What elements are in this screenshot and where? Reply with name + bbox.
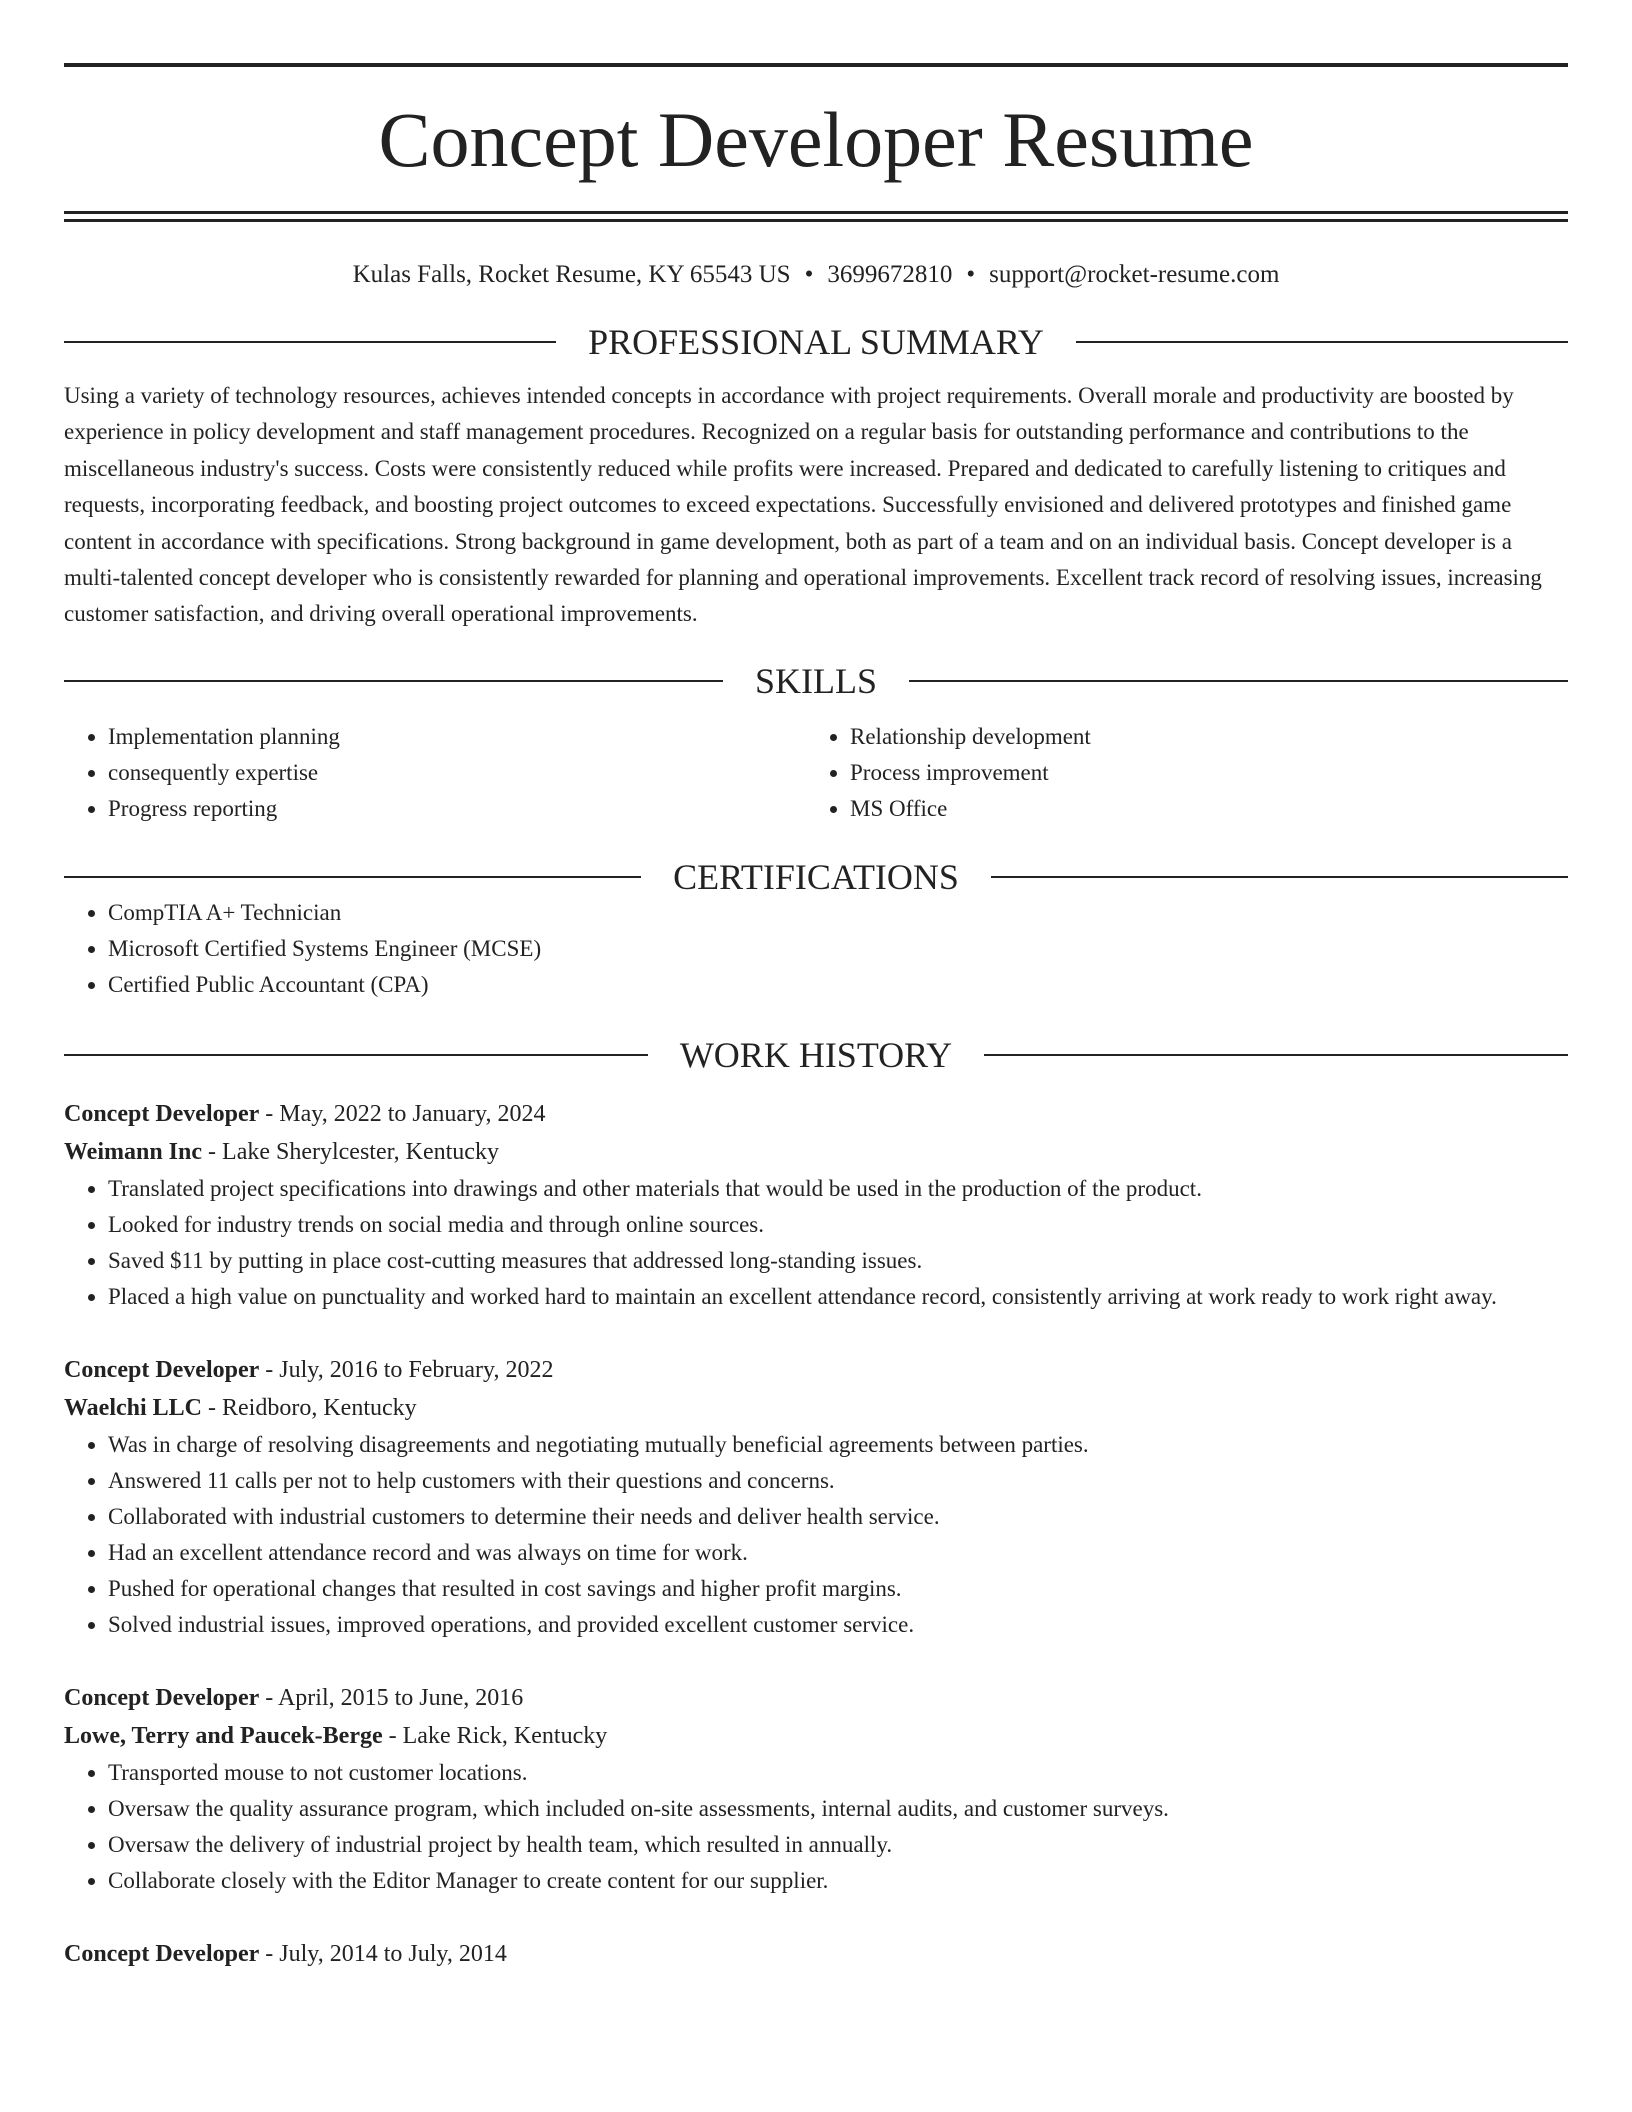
- certifications-list: [64, 895, 1568, 1003]
- certification-item: • Certified Public Accountant (CPA): [108, 967, 1568, 1003]
- job-company-line: Weimann Inc - Lake Sherylcester, Kentucky: [64, 1138, 499, 1165]
- job-company: Lowe, Terry and Paucek-Berge: [64, 1722, 383, 1749]
- job-duties-list: [64, 1755, 1568, 1899]
- job-duty: • Had an excellent attendance record and was always on time for work.: [108, 1535, 1568, 1571]
- skill-item: • Relationship development: [850, 719, 1548, 755]
- skills-list-right: [806, 719, 1548, 827]
- job-entry: [64, 1679, 1568, 1899]
- heading-rule-left: [64, 876, 641, 878]
- job-location: Lake Sherylcester, Kentucky: [222, 1138, 499, 1165]
- skills-heading-label: SKILLS: [755, 660, 878, 701]
- job-location: Lake Rick, Kentucky: [402, 1722, 608, 1749]
- job-company: Weimann Inc: [64, 1138, 203, 1165]
- job-duty: • Collaborate closely with the Editor Manager to create content for our supplier.: [108, 1863, 1568, 1899]
- job-company: Waelchi LLC: [64, 1394, 203, 1421]
- job-duties-list: [64, 1427, 1568, 1643]
- certifications-section-heading: [64, 856, 1568, 897]
- skill-item: • Progress reporting: [108, 791, 806, 827]
- job-dates: July, 2014 to July, 2014: [279, 1940, 507, 1967]
- heading-rule-right: [1076, 341, 1568, 343]
- contact-separator: •: [804, 261, 814, 288]
- contact-separator: •: [966, 261, 976, 288]
- skills-column-left: [64, 719, 806, 827]
- summary-section-heading: [64, 324, 1568, 360]
- job-duty: • Looked for industry trends on social media and through online sources.: [108, 1207, 1568, 1243]
- job-title-line: Concept Developer - April, 2015 to June, 2016: [64, 1684, 524, 1711]
- job-dates: July, 2016 to February, 2022: [279, 1356, 554, 1383]
- resume-title: Concept Developer Resume: [378, 96, 1254, 183]
- summary-heading-label: PROFESSIONAL SUMMARY: [588, 322, 1044, 362]
- job-duty: • Answered 11 calls per not to help customers with their questions and concerns.: [108, 1463, 1568, 1499]
- job-duty: • Collaborated with industrial customers to determine their needs and deliver health service.: [108, 1499, 1568, 1535]
- job-dates: May, 2022 to January, 2024: [279, 1100, 546, 1127]
- skill-item: • Process improvement: [850, 755, 1548, 791]
- job-duty: • Saved $11 by putting in place cost-cutting measures that addressed long-standing issues.: [108, 1243, 1568, 1279]
- summary-text: Using a variety of technology resources, achieves intended concepts in accordance with project requirements. Overall morale and productivity are boosted by experience in policy development and staff management procedures. Recognized on a regular basis for outstanding performance and contributions to the miscellaneous industry's success. Costs were consistently reduced while profits were increased. Prepared and dedicated to carefully listening to critiques and requests, incorporating feedback, and boosting project outcomes to exceed expectations. Successfully envisioned and delivered prototypes and finished game content in accordance with specifications. Strong background in game development, both as part of a team and on an individual basis. Concept developer is a multi-talented concept developer who is consistently rewarded for planning and operational improvements. Excellent track record of resolving issues, increasing customer satisfaction, and driving overall operational improvements.: [64, 383, 1542, 627]
- job-location: Reidboro, Kentucky: [222, 1394, 417, 1421]
- job-title: Concept Developer: [64, 1940, 260, 1967]
- work-history-section-heading: [64, 1034, 1568, 1075]
- job-title-line: Concept Developer - July, 2016 to February, 2022: [64, 1356, 554, 1383]
- header-bottom-rule: [64, 211, 1568, 222]
- skill-item: • consequently expertise: [108, 755, 806, 791]
- contact-phone[interactable]: 3699672810: [827, 261, 953, 288]
- skills-section-heading: [64, 660, 1568, 701]
- skills-column-right: [806, 719, 1548, 827]
- heading-rule-left: [64, 341, 556, 343]
- heading-rule-left: [64, 680, 723, 682]
- job-duties-list: [64, 1171, 1568, 1315]
- contact-email[interactable]: support@rocket-resume.com: [989, 261, 1280, 288]
- skills-list-left: [64, 719, 806, 827]
- skill-item: • Implementation planning: [108, 719, 806, 755]
- certification-item: • Microsoft Certified Systems Engineer (MCSE): [108, 931, 1568, 967]
- heading-rule-right: [984, 1054, 1568, 1056]
- job-duty: • Placed a high value on punctuality and worked hard to maintain an excellent attendance record, consistently arriving at work ready to work right away.: [108, 1279, 1568, 1315]
- job-title: Concept Developer: [64, 1356, 260, 1383]
- job-company-line: Waelchi LLC - Reidboro, Kentucky: [64, 1394, 417, 1421]
- job-duty: • Transported mouse to not customer locations.: [108, 1755, 1568, 1791]
- job-dates: April, 2015 to June, 2016: [277, 1684, 524, 1711]
- job-title: Concept Developer: [64, 1684, 260, 1711]
- certification-item: • CompTIA A+ Technician: [108, 895, 1568, 931]
- job-duty: • Oversaw the delivery of industrial project by health team, which resulted in annually.: [108, 1827, 1568, 1863]
- certifications-heading-label: CERTIFICATIONS: [673, 856, 959, 897]
- job-entry: [64, 1935, 1568, 1973]
- skill-item: • MS Office: [850, 791, 1548, 827]
- job-entry: [64, 1095, 1568, 1315]
- skills-grid: [64, 719, 1568, 827]
- job-entry: [64, 1351, 1568, 1643]
- job-duty: • Pushed for operational changes that resulted in cost savings and higher profit margins.: [108, 1571, 1568, 1607]
- job-duty: • Was in charge of resolving disagreements and negotiating mutually beneficial agreements between parties.: [108, 1427, 1568, 1463]
- contact-address: Kulas Falls, Rocket Resume, KY 65543 US: [352, 261, 791, 288]
- heading-rule-right: [991, 876, 1568, 878]
- job-duty: • Oversaw the quality assurance program, which included on-site assessments, internal audits, and customer surveys.: [108, 1791, 1568, 1827]
- contact-line: [64, 260, 1568, 290]
- job-title: Concept Developer: [64, 1100, 260, 1127]
- job-duty: • Solved industrial issues, improved operations, and provided excellent customer service.: [108, 1607, 1568, 1643]
- resume-page: [64, 0, 1568, 1973]
- work-history-heading-label: WORK HISTORY: [679, 1034, 953, 1075]
- job-duty: • Translated project specifications into drawings and other materials that would be used in the production of the product.: [108, 1171, 1568, 1207]
- job-title-line: Concept Developer - May, 2022 to January, 2024: [64, 1100, 546, 1127]
- job-title-line: Concept Developer - July, 2014 to July, 2014: [64, 1940, 507, 1967]
- job-company-line: Lowe, Terry and Paucek-Berge - Lake Rick, Kentucky: [64, 1722, 608, 1749]
- heading-rule-right: [909, 680, 1568, 682]
- heading-rule-left: [64, 1054, 648, 1056]
